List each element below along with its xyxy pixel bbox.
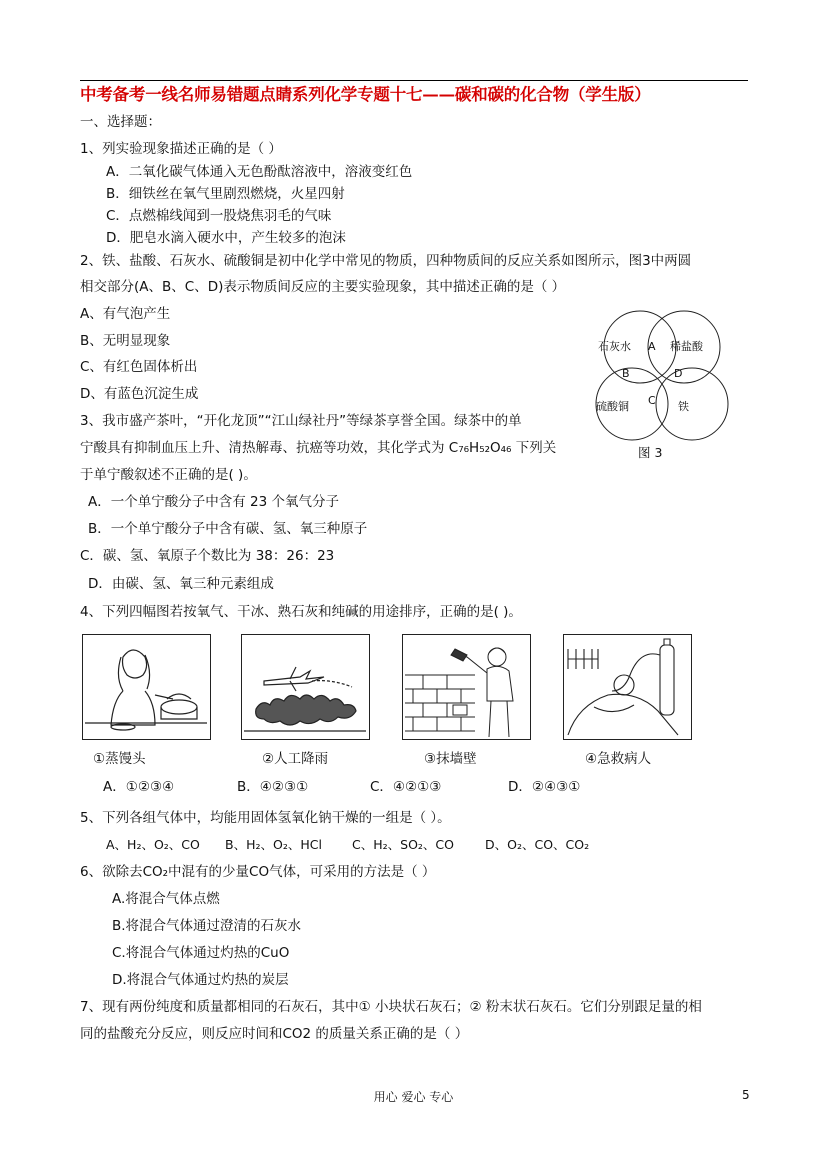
image-artificial-rain [241, 634, 370, 740]
image-plastering-wall [402, 634, 531, 740]
page-number: 5 [742, 1088, 750, 1102]
q2-stem-line2: 相交部分(A、B、C、D)表示物质间反应的主要实验现象，其中描述正确的是（ ） [80, 279, 566, 295]
venn-label-cuso4: 硫酸铜 [596, 400, 629, 413]
venn-letter-a: A [648, 340, 656, 353]
q4-option-d: D．②④③① [508, 779, 581, 795]
q3-option-d: D．由碳、氢、氧三种元素组成 [88, 576, 274, 592]
section-heading: 一、选择题： [80, 114, 161, 130]
q5-option-a: A、H₂、O₂、CO [106, 837, 200, 852]
q5-option-d: D、O₂、CO、CO₂ [485, 837, 590, 852]
q4-caption-2: ②人工降雨 [262, 751, 329, 767]
venn-letter-d: D [674, 367, 683, 380]
q4-caption-4: ④急救病人 [585, 751, 652, 767]
q6-option-b: B.将混合气体通过澄清的石灰水 [112, 918, 302, 934]
venn-letter-c: C [648, 394, 656, 407]
q1-option-c: C．点燃棉线闻到一股烧焦羽毛的气味 [106, 208, 332, 224]
venn-label-iron: 铁 [678, 400, 689, 413]
q4-option-a: A．①②③④ [103, 779, 175, 795]
venn-label-limewater: 石灰水 [598, 340, 631, 353]
q3-option-b: B．一个单宁酸分子中含有碳、氢、氧三种原子 [88, 521, 368, 537]
q3-stem-line3: 于单宁酸叙述不正确的是( )。 [80, 467, 257, 483]
q2-option-d: D、有蓝色沉淀生成 [80, 386, 199, 402]
q3-option-c: C．碳、氢、氧原子个数比为 38：26：23 [80, 548, 335, 564]
q2-option-a: A、有气泡产生 [80, 306, 171, 322]
page-title: 中考备考一线名师易错题点睛系列化学专题十七——碳和碳的化合物（学生版） [80, 85, 651, 104]
image-steaming-buns [82, 634, 211, 740]
q7-stem-line1: 7、现有两份纯度和质量都相同的石灰石，其中① 小块状石灰石；② 粉末状石灰石。它们分别跟足量的相 [80, 999, 702, 1015]
q6-option-a: A.将混合气体点燃 [112, 891, 220, 907]
image-emergency-patient [563, 634, 692, 740]
q4-option-b: B．④②③① [237, 779, 309, 795]
figure-caption: 图 3 [638, 445, 663, 460]
venn-diagram [588, 310, 740, 446]
q1-option-b: B．细铁丝在氧气里剧烈燃烧，火星四射 [106, 186, 345, 202]
q4-caption-3: ③抹墙壁 [424, 751, 477, 767]
q2-option-c: C、有红色固体析出 [80, 359, 198, 375]
q5-option-b: B、H₂、O₂、HCl [225, 837, 322, 852]
q7-stem-line2: 同的盐酸充分反应，则反应时间和CO2 的质量关系正确的是（ ） [80, 1026, 469, 1042]
q6-stem: 6、欲除去CO₂中混有的少量CO气体，可采用的方法是（ ） [80, 864, 436, 880]
q6-option-c: C.将混合气体通过灼热的CuO [112, 945, 290, 961]
q1-option-d: D．肥皂水滴入硬水中，产生较多的泡沫 [106, 230, 346, 246]
venn-letter-b: B [622, 367, 630, 380]
q4-option-c: C．④②①③ [370, 779, 442, 795]
q1-stem: 1、列实验现象描述正确的是（ ） [80, 141, 282, 157]
q3-option-a: A．一个单宁酸分子中含有 23 个氧气分子 [88, 494, 339, 510]
page-footer: 用心 爱心 专心 [373, 1090, 454, 1104]
q2-option-b: B、无明显现象 [80, 333, 171, 349]
q5-option-c: C、H₂、SO₂、CO [352, 837, 454, 852]
q2-stem-line1: 2、铁、盐酸、石灰水、硫酸铜是初中化学中常见的物质，四种物质间的反应关系如图所示，图3中两圆 [80, 253, 692, 269]
q3-stem-line2: 宁酸具有抑制血压上升、清热解毒、抗癌等功效，其化学式为 C₇₆H₅₂O₄₆ 下列关 [80, 440, 557, 456]
q6-option-d: D.将混合气体通过灼热的炭层 [112, 972, 289, 988]
venn-label-hcl: 稀盐酸 [670, 340, 703, 353]
q5-stem: 5、下列各组气体中，均能用固体氢氧化钠干燥的一组是（ ）。 [80, 810, 451, 826]
venn-circle-iron [656, 368, 728, 440]
q3-stem-line1: 3、我市盛产茶叶，“开化龙顶”“江山绿社丹”等绿茶享誉全国。绿茶中的单 [80, 413, 522, 429]
q1-option-a: A．二氧化碳气体通入无色酚酞溶液中，溶液变红色 [106, 164, 413, 180]
q4-caption-1: ①蒸馒头 [93, 751, 146, 767]
q4-stem: 4、下列四幅图若按氧气、干冰、熟石灰和纯碱的用途排序，正确的是( )。 [80, 604, 522, 620]
